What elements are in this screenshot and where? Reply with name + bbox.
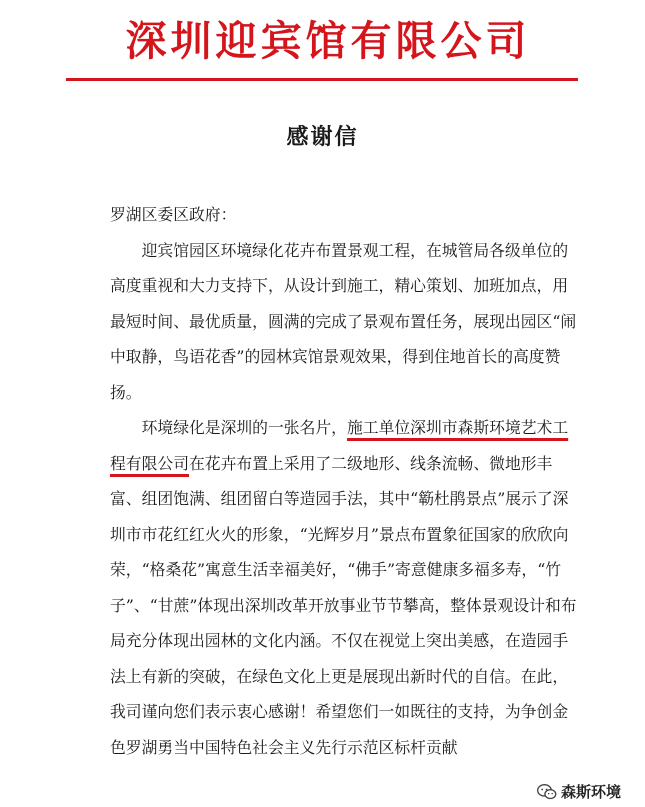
salutation: 罗湖区委区政府：	[110, 205, 237, 224]
watermark-label: 森斯环境	[561, 783, 622, 801]
paragraph-2-intro: 环境绿化是深圳的一张名片，	[141, 418, 347, 437]
paragraph-1: 迎宾馆园区环境绿化花卉布置景观工程，在城管局各级单位的高度重视和大力支持下，从设计到施工，精心策划、加班加点，用最短时间、最优质量，圆满的完成了景观布置任务，展现出园区“闹中取静，鸟语花香”的园林宾馆景观效果，得到住地首长的高度赞扬。	[110, 240, 577, 402]
paragraph-2-body: 在花卉布置上采用了二级地形、线条流畅、微地形丰富、组团饱满、组团留白等造园手法，其中“簕杜鹃景点”展示了深圳市市花红红火火的形象，“光辉岁月”景点布置象征国家的欣欣向荣，“格桑花”寓意生活幸福美好，“佛手”寄意健康多福多寿，“竹子”、“甘蔗”体现出深圳改革开放事业节节攀高，整体景观设计和布局充分体现出园林的文化内涵。不仅在视觉上突出美感，在造园手法上有新的突破，在绿色文化上更是展现出新时代的自信。在此，我司谨向您们表示衷心感谢！希望您们一如既往的支持，为争创金色罗湖勇当中国特色社会主义先行示范区标杆贡献	[110, 453, 577, 757]
contractor-name-highlight: 施工单位深圳市森斯环境艺术工程有限公司	[110, 418, 569, 473]
letterhead-company-name: 深圳迎宾馆有限公司	[125, 17, 531, 65]
wechat-icon	[537, 783, 557, 801]
paragraph-2	[110, 410, 580, 765]
letter-body	[110, 197, 580, 765]
letter-title: 感谢信	[286, 124, 359, 150]
wechat-watermark	[533, 780, 625, 803]
letterhead-divider	[66, 78, 578, 81]
